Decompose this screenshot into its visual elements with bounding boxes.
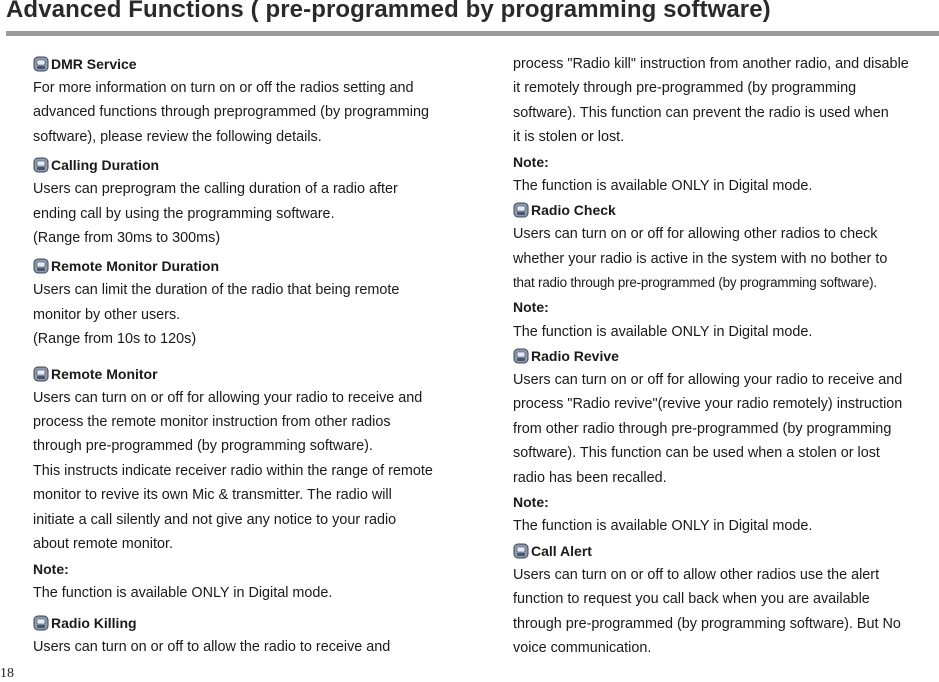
section-title-text: Remote Monitor [51,365,158,382]
page-number: 18 [0,666,14,681]
paragraph-line: process the remote monitor instruction from other radios [33,414,391,431]
page-title: Advanced Functions ( pre-programmed by programming software) [6,0,771,23]
radio-handset-icon [33,366,49,382]
radio-handset-icon [513,348,529,364]
paragraph-line: monitor by other users. [33,306,181,323]
section-title-text: Call Alert [531,542,592,559]
note-label: Note: [513,299,549,316]
title-underline [6,31,939,36]
paragraph-line: process "Radio revive"(revive your radio remotely) instruction [513,396,903,413]
paragraph-line: software), please review the following details. [33,128,322,145]
paragraph-line: initiate a call silently and not give any notice to your radio [33,511,397,528]
paragraph-line: process "Radio kill" instruction from another radio, and disable [513,56,909,72]
paragraph-line: monitor to revive its own Mic & transmitter. The radio will [33,487,392,504]
paragraph-line: function to request you call back when you are available [513,591,870,608]
paragraph-line: ending call by using the programming software. [33,205,335,222]
section-remote-monitor-duration [33,254,461,351]
paragraph-line: whether your radio is active in the system with no bother to [513,250,888,267]
note-label: Note: [33,560,69,577]
paragraph-line: through pre-programmed (by programming software). [33,438,373,455]
paragraph-line: that radio through pre-programmed (by programming software). [513,275,877,291]
section-title-text: Radio Killing [51,615,137,632]
radio-handset-icon [33,258,49,274]
paragraph-line: Users can turn on or off for allowing your radio to receive and [33,389,423,406]
paragraph-line: Users can turn on or off to allow other radios use the alert [513,566,880,583]
section-title [33,362,461,386]
radio-handset-icon [513,202,529,218]
paragraph-line: Users can turn on or off for allowing other radios to check [513,226,878,243]
section-title [33,52,461,76]
right-column [513,52,939,660]
section-calling-duration [33,153,461,250]
paragraph-line: For more information on turn on or off the radios setting and [33,80,414,96]
radio-handset-icon [33,56,49,72]
paragraph-line: Users can limit the duration of the radio that being remote [33,282,400,299]
paragraph-line: it is stolen or lost. [513,129,625,146]
radio-handset-icon [33,157,49,173]
section-title-text: Radio Check [531,202,616,219]
section-radio-killing-continued [513,52,939,198]
paragraph-line: from other radio through pre-programmed (by programming [513,420,892,437]
section-title-text: DMR Service [51,56,137,72]
section-title [513,344,939,368]
radio-handset-icon [513,543,529,559]
section-title [33,611,461,635]
section-radio-killing [33,611,461,659]
radio-handset-icon [33,615,49,631]
paragraph-line: it remotely through pre-programmed (by programming [513,80,857,97]
note-text: The function is available ONLY in Digital mode. [513,177,813,194]
section-radio-revive [513,344,939,539]
paragraph-line: software). This function can be used when a stolen or lost [513,445,880,462]
paragraph-line: Users can turn on or off to allow the radio to receive and [33,639,391,656]
paragraph-line: Users can preprogram the calling duration of a radio after [33,181,398,198]
section-call-alert [513,539,939,661]
paragraph-line: voice communication. [513,639,652,656]
section-remote-monitor [33,362,461,605]
section-title-text: Calling Duration [51,157,160,174]
section-title [33,153,461,177]
paragraph-line: Users can turn on or off for allowing your radio to receive and [513,372,903,389]
note-label: Note: [513,494,549,511]
section-title [513,198,939,222]
section-title-text: Radio Revive [531,348,619,365]
section-dmr-service [33,52,461,149]
paragraph-line: advanced functions through preprogrammed (by programming [33,104,429,121]
section-radio-check [513,198,939,344]
paragraph-line: through pre-programmed (by programming software). But No [513,615,901,632]
left-column [33,52,461,660]
note-text: The function is available ONLY in Digital mode. [513,518,813,535]
note-text: The function is available ONLY in Digital mode. [513,323,813,340]
paragraph-line: (Range from 30ms to 300ms) [33,230,221,247]
note-label: Note: [513,153,549,170]
section-title [33,254,461,278]
section-title-text: Remote Monitor Duration [51,258,219,275]
note-text: The function is available ONLY in Digital mode. [33,584,333,601]
paragraph-line: This instructs indicate receiver radio within the range of remote [33,462,433,479]
paragraph-line: radio has been recalled. [513,469,667,486]
section-title [513,539,939,563]
paragraph-line: about remote monitor. [33,536,173,553]
paragraph-line: (Range from 10s to 120s) [33,331,197,348]
paragraph-line: software). This function can prevent the radio is used when [513,104,889,121]
